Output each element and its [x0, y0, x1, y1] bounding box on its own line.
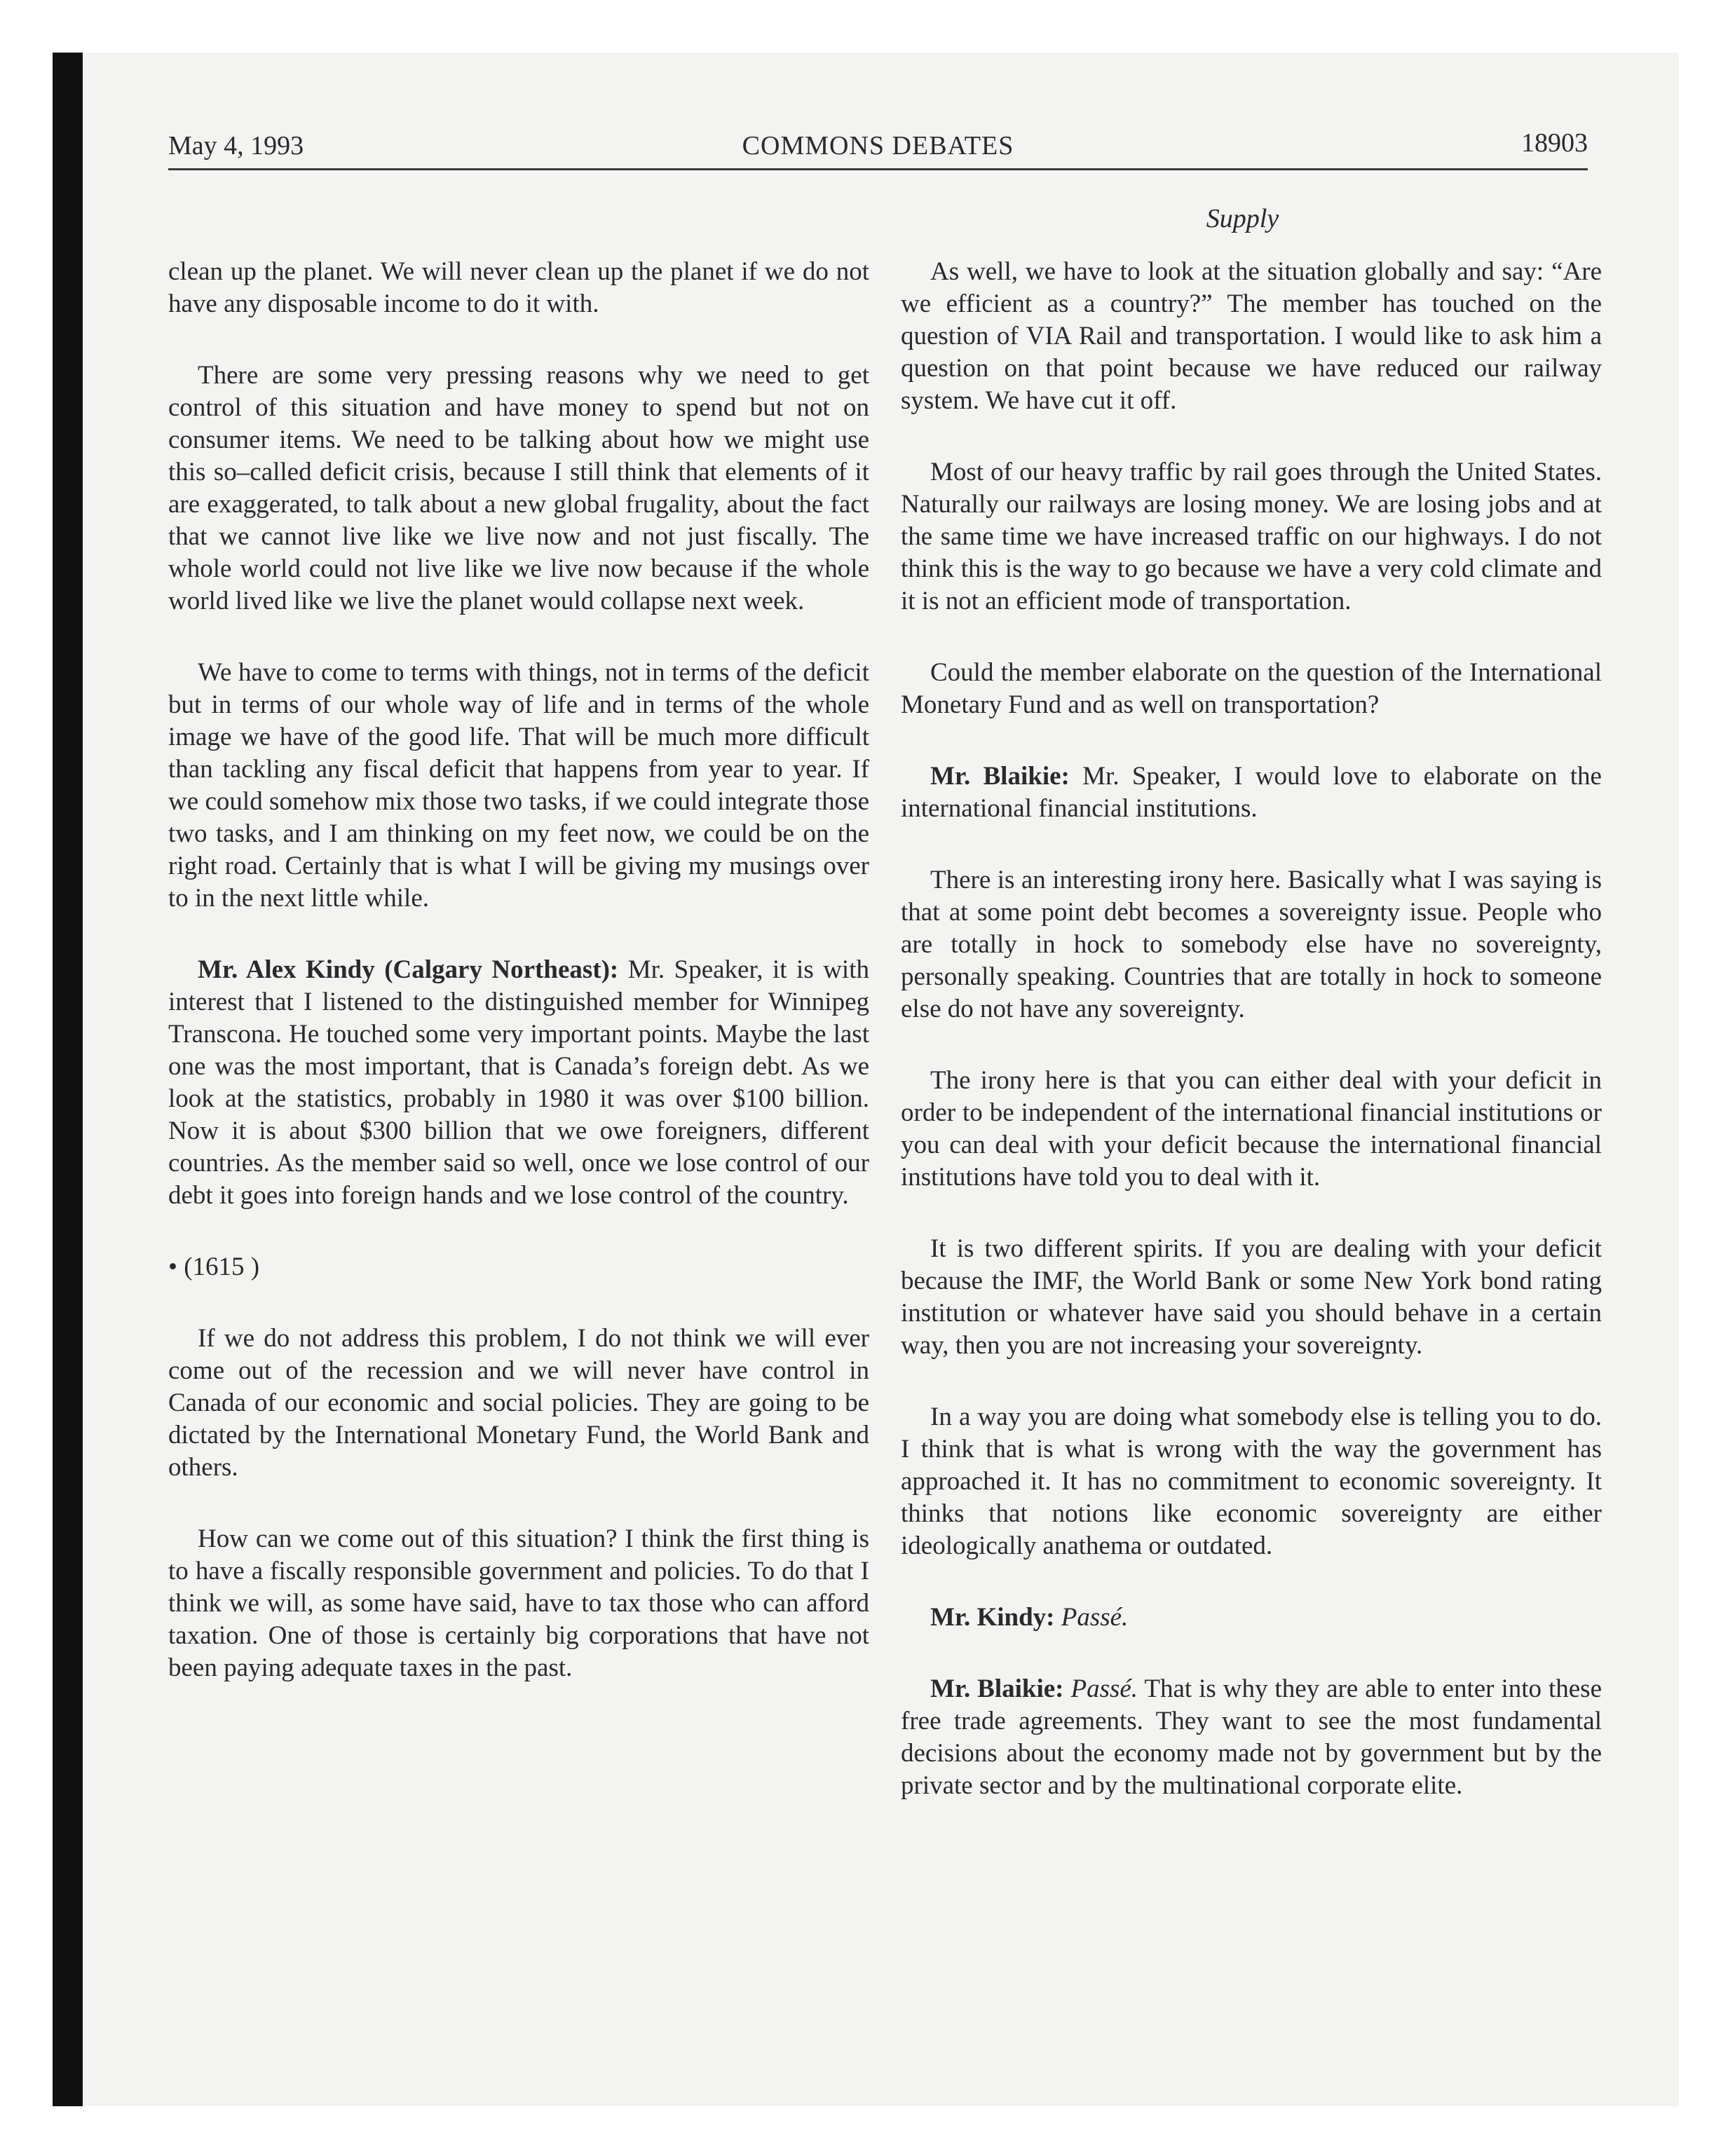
- paragraph: How can we come out of this situation? I think the first thing is to have a fiscally responsible government and policies. To do that I think we will, as some have said, have to tax those who can afford taxation. One of those is certainly big corporations that have not been paying adequate taxes in the past.: [168, 1524, 869, 1682]
- speech-emphasis: Passé.: [1070, 1674, 1138, 1703]
- paragraph: There is an interesting irony here. Basically what I was saying is that at some point debt becomes a sovereignty issue. People who are totally in hock to somebody else have no sovereignty, personally speaking. Countries that are totally in hock to someone else do not have any sovereignty.: [901, 866, 1602, 1023]
- speech-text: Mr. Speaker, I would love to elaborate on the international financial institutions.: [901, 762, 1602, 823]
- speaker-name: Mr. Blaikie:: [930, 762, 1070, 791]
- scan-binding-edge: [53, 53, 83, 2106]
- right-column: [901, 256, 1602, 1841]
- paragraph: Could the member elaborate on the question of the International Monetary Fund and as well on transportation?: [901, 658, 1602, 719]
- paragraph: It is two different spirits. If you are dealing with your deficit because the IMF, the World Bank or some New York bond rating institution or whatever have said you should behave in a certain way, then you are not increasing your sovereignty.: [901, 1234, 1602, 1360]
- paragraph: Most of our heavy traffic by rail goes through the United States. Naturally our railways are losing money. We are losing jobs and at the same time we have increased traffic on our highways. I do not think this is the way to go because we have a very cold climate and it is not an efficient mode of transportation.: [901, 458, 1602, 615]
- speaker-name: Mr. Alex Kindy (Calgary Northeast):: [198, 955, 619, 984]
- paragraph: The irony here is that you can either deal with your deficit in order to be independent of the international financial institutions or you can deal with your deficit because the international financial institutions have told you to deal with it.: [901, 1066, 1602, 1192]
- paragraph: There are some very pressing reasons why we need to get control of this situation and have money to spend but not on consumer items. We need to be talking about how we might use this so–called deficit crisis, because I still think that elements of it are exaggerated, to talk about a new global frugality, about the fact that we cannot live like we live now and not just fiscally. The whole world could not live like we live now because if the whole world lived like we live the planet would collapse next week.: [168, 361, 869, 615]
- speech-text: Mr. Speaker, it is with interest that I listened to the distinguished member for Winnipeg Transcona. He touched some very important points. Maybe the last one was the most important, that is Canada’s foreign debt. As we look at the statistics, probably in 1980 it was over $100 billion. Now it is about $300 billion that we owe foreigners, different countries. As the member said so well, once we lose control of our debt it goes into foreign hands and we lose control of the country.: [168, 955, 869, 1210]
- paragraph: If we do not address this problem, I do not think we will ever come out of the recession and we will never have control in Canada of our economic and social policies. They are going to be dictated by the International Monetary Fund, the World Bank and others.: [168, 1324, 869, 1482]
- speech-paragraph: [168, 954, 869, 1212]
- header-page-number: 18903: [1521, 128, 1588, 158]
- speech-paragraph: [901, 1602, 1602, 1634]
- speech-paragraph: [901, 1673, 1602, 1802]
- paragraph: As well, we have to look at the situation globally and say: “Are we efficient as a country?” The member has touched on the question of VIA Rail and transportation. I would like to ask him a question on that point because we have reduced our railway system. We have cut it off.: [901, 257, 1602, 415]
- header-date: May 4, 1993: [168, 131, 304, 161]
- speech-paragraph: [901, 760, 1602, 825]
- paragraph: We have to come to terms with things, not in terms of the deficit but in terms of our whole way of life and in terms of the whole image we have of the good life. That will be much more difficult than tackling any fiscal deficit that happens from year to year. If we could somehow mix those two tasks, if we could integrate those two tasks, and I am thinking on my feet now, we could be on the right road. Certainly that is what I will be giving my musings over to in the next little while.: [168, 658, 869, 913]
- speaker-name: Mr. Blaikie:: [930, 1674, 1064, 1703]
- left-column: [168, 256, 869, 1724]
- header-title: COMMONS DEBATES: [742, 131, 1014, 161]
- time-marker: • (1615 ): [168, 1253, 260, 1281]
- speech-text: Passé.: [1061, 1603, 1129, 1632]
- page-header: [168, 126, 1588, 170]
- paragraph: In a way you are doing what somebody else is telling you to do. I think that is what is wrong with the way the government has approached it. It has no commitment to economic sovereignty. It thinks that notions like economic sovereignty are either ideologically anathema or outdated.: [901, 1403, 1602, 1560]
- speech-text: That is why they are able to enter into these free trade agreements. They want to see the most fundamental decisions about the economy made not by government but by the private sector and by the multinational corporate elite.: [901, 1674, 1602, 1800]
- speaker-name: Mr. Kindy:: [930, 1603, 1055, 1632]
- paragraph: clean up the planet. We will never clean up the planet if we do not have any disposable income to do it with.: [168, 257, 869, 318]
- section-heading: Supply: [1206, 204, 1279, 233]
